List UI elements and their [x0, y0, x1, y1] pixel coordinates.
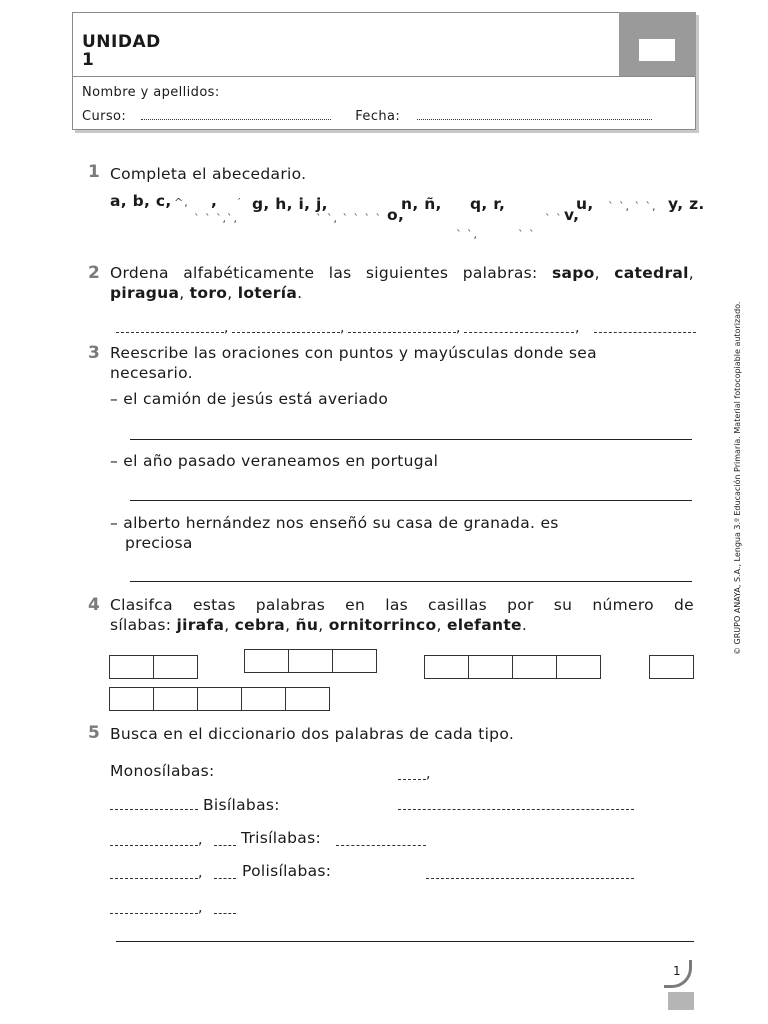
answer-line-2a[interactable] [116, 332, 224, 333]
alphabet-seg-b: , [211, 192, 218, 210]
alphabet-seg-f: u, [576, 195, 594, 213]
course-date-row [82, 109, 682, 124]
word-elefante: elefante [446, 616, 522, 634]
answer-line-3c[interactable] [130, 581, 692, 582]
syllable-boxes-4[interactable] [425, 655, 601, 679]
label-bisilabas: Bisílabas: [203, 796, 280, 814]
unit-title: UNIDAD 1 [82, 32, 161, 70]
exercise-4-number: 4 [88, 595, 100, 615]
page-number: 1 [673, 964, 681, 978]
alphabet-seg-d: n, ñ, [401, 195, 442, 213]
sentence-2: – el año pasado veraneamos en portugal [110, 452, 439, 470]
word-cebra: cebra [234, 616, 286, 634]
answer-line-3a[interactable] [130, 439, 692, 440]
copyright-note: © GRUPO ANAYA, S.A., Lengua 3.º Educación Primaria. Material fotocopiable autorizado. [733, 301, 742, 655]
answer-line-2c[interactable] [348, 332, 456, 333]
answer-tri-b[interactable] [110, 878, 198, 879]
sentence-3-line-1: – alberto hernández nos enseñó su casa de granada. es [110, 514, 559, 532]
exercise-3-number: 3 [88, 343, 100, 363]
syllable-boxes-2[interactable] [110, 655, 198, 679]
name-label: Nombre y apellidos: [82, 85, 220, 100]
word-loteria: lotería [237, 284, 298, 302]
exercise-3-instruction-2: necesario. [110, 364, 193, 382]
page-corner-tab [668, 992, 694, 1010]
word-piragua: piragua [110, 284, 180, 302]
answer-line-2b[interactable] [232, 332, 340, 333]
syllable-boxes-5[interactable] [110, 687, 330, 711]
word-jirafa: jirafa [176, 616, 225, 634]
label-polisilabas: Polisílabas: [242, 862, 332, 880]
answer-line-2d[interactable] [464, 332, 574, 333]
alphabet-seg-c: g, h, i, j, [252, 195, 328, 213]
worksheet-header [72, 12, 696, 130]
answer-mono-b[interactable] [110, 809, 198, 810]
word-toro: toro [189, 284, 228, 302]
exercise-5-number: 5 [88, 723, 100, 743]
syllable-boxes-3[interactable] [245, 649, 377, 673]
answer-mono-a[interactable] [398, 779, 426, 780]
exercise-2-instruction: Ordena alfabéticamente las siguientes palabras: sapo, catedral, piragua, toro, lotería. [110, 264, 694, 302]
exercise-4-instruction-2: sílabas: jirafa, cebra, ñu, ornitorrinco, elefante. [110, 616, 528, 634]
course-label: Curso: [82, 109, 127, 124]
word-catedral: catedral [614, 264, 689, 282]
syllable-boxes-1[interactable] [650, 655, 694, 679]
answer-bi-b[interactable] [110, 845, 198, 846]
exercise-3-instruction-1: Reescribe las oraciones con puntos y mayúsculas donde sea [110, 344, 597, 362]
answer-line-3b[interactable] [130, 500, 692, 501]
word-nu: ñu [295, 616, 319, 634]
bottom-rule [116, 941, 694, 942]
alphabet-seg-v: v, [564, 206, 580, 224]
sentence-3-line-2: preciosa [125, 534, 193, 552]
sentence-1: – el camión de jesús está averiado [110, 390, 389, 408]
answer-line-2e[interactable] [594, 332, 696, 333]
label-trisilabas: Trisílabas: [241, 829, 321, 847]
unit-tab [619, 12, 696, 77]
word-ornitorrinco: ornitorrinco [328, 616, 437, 634]
course-field[interactable] [141, 111, 331, 120]
word-sapo: sapo [552, 264, 595, 282]
exercise-1-instruction: Completa el abecedario. [110, 165, 307, 183]
exercise-1-number: 1 [88, 162, 100, 182]
exercise-2-number: 2 [88, 263, 100, 283]
alphabet-seg-o: o, [387, 206, 405, 224]
exercise-4-instruction-1: Clasifca estas palabras en las casillas por su número de [110, 596, 694, 614]
date-field[interactable] [417, 111, 652, 120]
label-monosilabas: Monosílabas: [110, 762, 215, 780]
answer-tri-a[interactable] [336, 845, 426, 846]
answer-poli-a[interactable] [426, 878, 634, 879]
alphabet-seg-g: y, z. [668, 195, 705, 213]
answer-poli-b[interactable] [110, 913, 198, 914]
answer-bi-a[interactable] [398, 809, 634, 810]
alphabet-seg-e: q, r, [470, 195, 506, 213]
name-row [82, 85, 220, 100]
alphabet-seg-a: a, b, c, [110, 192, 172, 210]
exercise-5-instruction: Busca en el diccionario dos palabras de cada tipo. [110, 725, 515, 743]
date-label: Fecha: [355, 109, 401, 124]
